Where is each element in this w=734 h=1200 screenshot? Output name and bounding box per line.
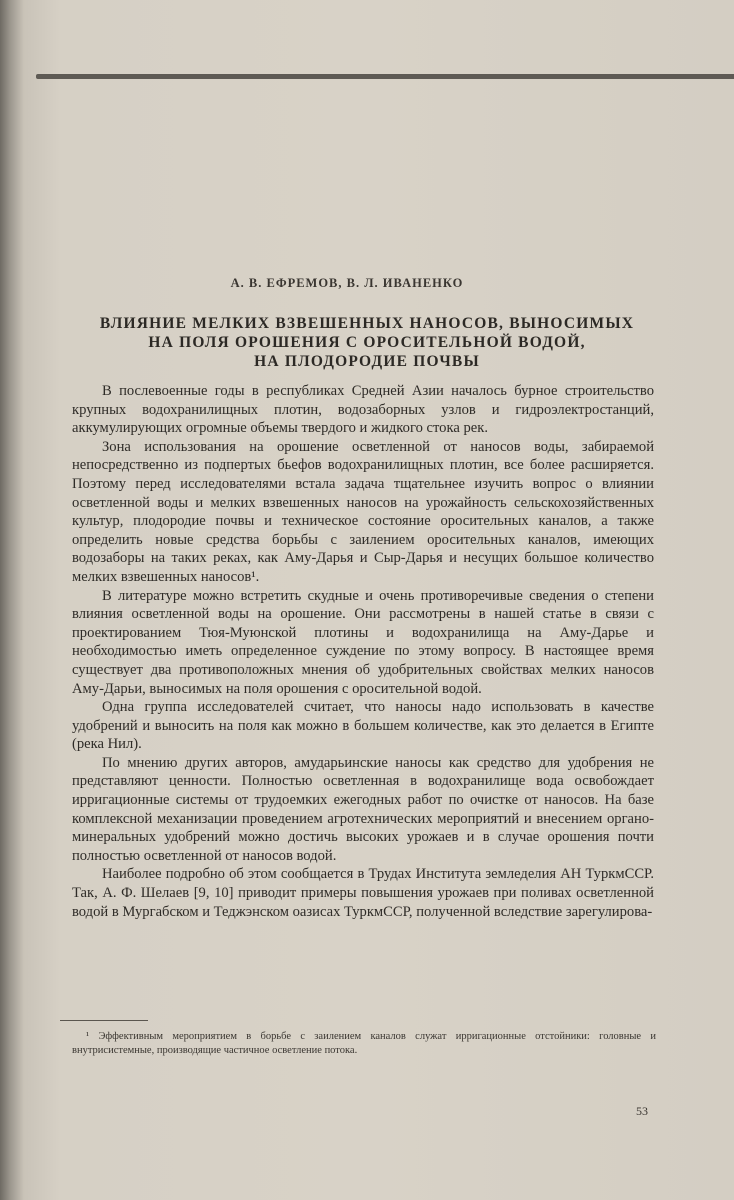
footnote [72,1030,656,1058]
footnote-rule [60,1020,148,1021]
title-line: НА ПОЛЯ ОРОШЕНИЯ С ОРОСИТЕЛЬНОЙ ВОДОЙ, [148,334,586,351]
paragraph: Зона использования на орошение осветленной от наносов воды, забираемой непосредственно из подпертых бьефов водохранилищных плотин, все более расширяется. Поэтому перед исследователями встала задача тщательнее изучить вопрос о влиянии осветленной воды и мелких взвешенных наносов на урожайность сельскохозяйственных культур, плодородие почвы и техническое состояние оросительных каналов, а также определить новые средства борьбы с заилением оросительных каналов, имеющих водозаборы на таких реках, как Аму-Дарья и Сыр-Дарья и несущих большое количество мелких взвешенных наносов¹. [72,438,654,585]
article-body [72,382,654,921]
paragraph: Наиболее подробно об этом сообщается в Трудах Института земледелия АН ТуркмССР. Так, А. Ф. Шелаев [9, 10] приводит примеры повышения урожаев при поливах осветленной водой в Мургабском и Теджэнском оазисах ТуркмССР, полученной вследствие зарегулирова- [72,866,654,920]
authors: А. В. ЕФРЕМОВ, В. Л. ИВАНЕНКО [230,276,464,290]
title-line: НА ПЛОДОРОДИЕ ПОЧВЫ [254,353,480,370]
page-number: 53 [636,1104,648,1118]
article-title [40,314,694,371]
paragraph: В послевоенные годы в республиках Средней Азии началось бурное строительство крупных водохранилищных плотин, водозаборных узлов и гидроэлектростанций, аккумулирующих огромные объемы твердого и жидкого стока рек. [72,383,654,437]
footnote-text: ¹ Эффективным мероприятием в борьбе с заилением каналов служат ирригационные отстойники: головные и внутрисистемные, производящие частичное осветление потока. [72,1031,656,1056]
paragraph: По мнению других авторов, амударьинские наносы как средство для удобрения не представляют ценности. Полностью осветленная в водохранилище вода освобождает ирригационные системы от трудоемких ежегодных работ по очистке от наносов. На базе комплексной механизации проведением агротехнических мероприятий и внесением органо-минеральных удобрений можно достичь высоких урожаев и в случае орошения почти полностью осветленной от наносов водой. [72,754,654,864]
top-rule [36,74,734,79]
title-line: ВЛИЯНИЕ МЕЛКИХ ВЗВЕШЕННЫХ НАНОСОВ, ВЫНОСИМЫХ [99,315,635,332]
paragraph: Одна группа исследователей считает, что наносы надо использовать в качестве удобрений и выносить на поля как можно в большем количестве, как это делается в Египте (река Нил). [72,699,654,753]
paragraph: В литературе можно встретить скудные и очень противоречивые сведения о степени влияния осветленной воды на орошение. Они рассмотрены в нашей статье в связи с проектированием Тюя-Муюнской плотины и водохранилища на Аму-Дарье и необходимостью иметь определенное суждение по этому вопросу. В настоящее время существует два противоположных мнения об удобрительных свойствах мелких наносов Аму-Дарьи, выносимых на поля орошения с оросительной водой. [72,587,654,697]
